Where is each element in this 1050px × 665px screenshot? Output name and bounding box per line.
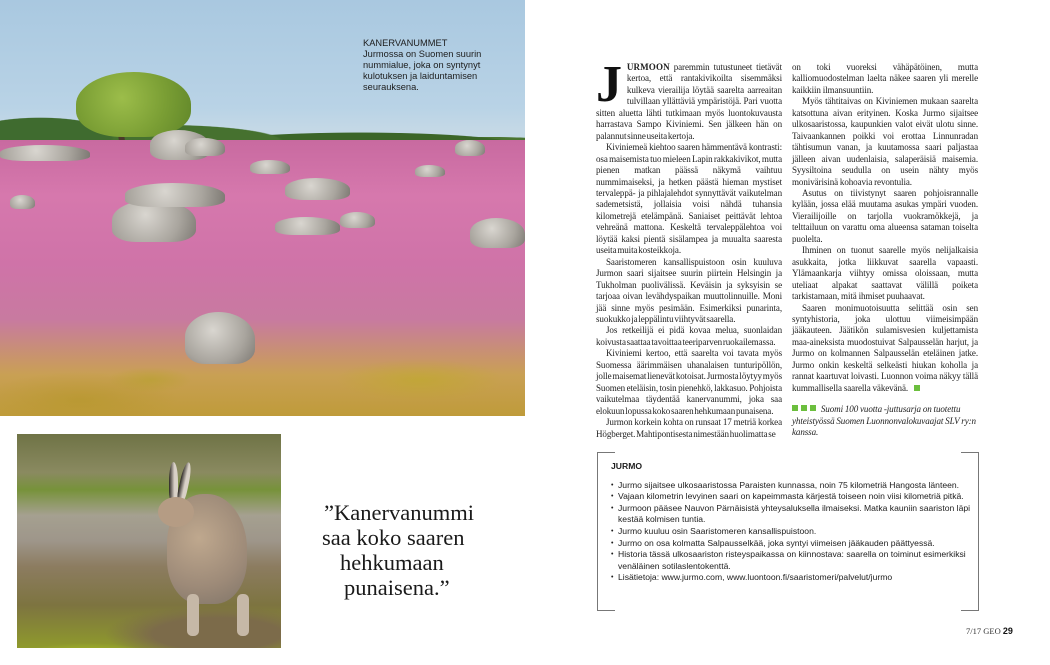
drop-cap: J: [596, 56, 622, 113]
pull-quote-line: hehkumaan: [340, 550, 444, 575]
rock: [0, 145, 90, 161]
page-number: 29: [1002, 626, 1013, 636]
paragraph-text: paremmin tutustuneet tietävät kertoa, että rantakivikoilta sisemmäksi kulkeva vierailija löytää saarelta aarreaitan tulvillaan yllättäviä ympäristöjä. Pari vuotta sitten aluetta lähti tutkimaan myös luontokuvausta harrastava Sampo Kiviniemi. Sen jälkeen hän on palannut sinne useita kertoja.: [596, 62, 782, 141]
rock: [455, 140, 485, 156]
fact-item: • Jurmo kuuluu osin Saaristomeren kansallispuistoon.: [611, 526, 973, 538]
rock: [185, 312, 255, 364]
rock: [275, 217, 340, 235]
article-paragraph: Myös tähtitaivas on Kiviniemen mukaan saarelta katsottuna aivan erityinen. Koska Jurmo sijaitsee ulkosaaristossa, kaupunkien valot eivät ulotu sinne. Taivaankannen poikki voi erottaa Linnunradan tähtisumun vanan, ja kuutamossa saari paljastaa jälleen aivan uudenlaisia, salaperäisiä maisemia. Syysiltoina seudulla on usein nähty myös monivärisinä kohoavia revontulia.: [792, 96, 978, 187]
article-paragraph: Kiviniemeä kiehtoo saaren hämmentävä kontrasti: osa maisemista tuo mieleen Lapin rakkakivikot, mutta pienen matkan päässä näkymä vaihtuu nummimaiseksi, ja hetken päästä hieman mystiset tervaleppä- ja pihlajalehdot synnyttävät vaikutelman sademetsistä, jollaisia voisi nähdä tuhansia kilometrejä etelämpänä. Saniaiset peittävät lehtoa vehreänä mattona. Keskeltä tervaleppälehtoa voi löytää kaksi pientä sisälampea ja muualta saaresta useita muita kosteikkoja.: [596, 142, 782, 256]
rock: [250, 160, 290, 174]
pull-quote-line: saa koko saaren: [322, 525, 465, 550]
lead-caps: URMOON: [626, 62, 670, 72]
article-paragraph: Asutus on tiivistynyt saaren pohjoisrannalle kylään, jossa elää muutama asukas ympäri vuoden. Vierailijoille on tarjolla vuokramökkejä, ja telttailuun on varattu oma alueensa sataman toiselta puolelta.: [792, 187, 978, 244]
article-column-2: [792, 62, 978, 439]
mountain-hare-photo: [17, 434, 281, 648]
end-of-article-mark: [914, 385, 920, 391]
article-paragraph: Kiviniemi kertoo, että saarelta voi tavata myös Suomessa äärimmäisen uhanalaisen tunturipöllön, jolle maisemat lienevät kotoisat. Jurmosta löytyy myös Suomen eteläisin, tosin pienehkö, lakkasuo. Pohjoista vaikutelmaa täydentää kanervanummi, joka saa elokuun lopussa koko saaren hehkumaan punaisena.: [596, 348, 782, 416]
rock: [285, 178, 350, 200]
article-paragraph: [792, 303, 978, 395]
fact-item: • Jurmo sijaitsee ulkosaaristossa Paraisten kunnassa, noin 75 kilometriä Hangosta länteen.: [611, 480, 973, 492]
fact-item: • Jurmoon pääsee Nauvon Pärnäisistä yhteysaluksella ilmaiseksi. Matka kauniin saariston läpi kestää kolmisen tuntia.: [611, 503, 973, 526]
caption-title: KANERVANUMMET: [363, 38, 448, 48]
article-paragraph: Jos retkeilijä ei pidä kovaa melua, suonlaidan koivusta saattaa tavoittaa teeriparven ruokailemassa.: [596, 325, 782, 347]
rock: [125, 183, 225, 207]
pull-quote: [322, 500, 522, 600]
article-paragraph: Saaristomeren kansallispuistoon osin kuuluva Jurmon saari sijaitsee suurin piirtein Helsingin ja Tukholman puolivälissä. Keväisin ja syksyisin se tarjoaa oivan levähdyspaikan muuttolinnuille. Moni jää sinne myös pesimään. Esimerkiksi punarinta, suokukko ja leppälintu viihtyvät saarella.: [596, 256, 782, 324]
paragraph-text: Saaren monimuotoisuutta selittää osin sen syntyhistoria, joka ulottuu viimeisimpään jääkauteen. Jäätikön sulamisvesien kuljettamista maa-aineksista muodostuivat Salpausselän harjut, ja Jurmo on kolmannen Salpausselän eteläinen jatke. Jurmo onkin keskeltä selkeästi hiukan koholla ja rannat kaartuvat loivasti. Luonnon voima näkyy tällä kummallisella saarella väkevänä.: [792, 302, 978, 393]
green-square-icon: [792, 405, 798, 411]
photo-caption: [363, 38, 513, 93]
tree-canopy: [76, 72, 191, 137]
article-paragraph: [596, 56, 782, 142]
rock: [340, 212, 375, 228]
issue-label: 7/17 GEO: [966, 626, 1001, 636]
rock: [415, 165, 445, 177]
fact-box-title: JURMO: [611, 461, 643, 471]
heather-field: [0, 140, 525, 416]
rock: [10, 195, 35, 209]
fact-box: [597, 452, 979, 612]
hare-leg: [237, 594, 249, 636]
article-paragraph: Jurmon korkein kohta on runsaat 17 metriä korkea Högberget. Mahtipontisesta nimestään huolimatta se: [596, 417, 782, 439]
hare-head: [158, 497, 194, 527]
rock: [470, 218, 525, 248]
heather-moorland-photo: [0, 0, 525, 416]
pull-quote-line: ”Kanervanummi: [324, 500, 474, 525]
article-paragraph: Ihminen on tuonut saarelle myös nelijalkaisia asukkaita, jotka liikkuvat saarella vapaasti. Ylämaankarja viihtyy omissa oloissaan, mutta uteliaat alpakat saattavat välillä poiketa tarkistamaan, mitä ihmiset puuhaavat.: [792, 245, 978, 302]
article-column-1: [596, 56, 782, 440]
fact-list: [611, 480, 973, 584]
fact-item: • Jurmo on osa kolmatta Salpausselkää, joka syntyi viimeisen jääkauden päättyessä.: [611, 538, 973, 550]
page-folio: [966, 626, 1013, 636]
hare-leg: [187, 594, 199, 636]
fact-item: • Vajaan kilometrin levyinen saari on kapeimmasta kärjestä toiseen noin viisi kilometriä pitkä.: [611, 491, 973, 503]
fact-item: • Lisätietoja: www.jurmo.com, www.luontoon.fi/saaristomeri/palvelut/jurmo: [611, 572, 973, 584]
fact-box-content: [611, 461, 973, 584]
fact-item: • Historia tässä ulkosaariston risteyspaikassa on kiinnostava: saarella on toiminut esimerkiksi venäläinen sotilaslentokenttä.: [611, 549, 973, 572]
article-paragraph: on toki vuoreksi vähäpätöinen, mutta kalliomuodostelman laelta näkee saaren yli merelle kaikkiin ilmansuuntiin.: [792, 62, 978, 95]
caption-text: Jurmossa on Suomen suurin nummialue, joka on syntynyt kulotuksen ja laiduntamisen seurauksena.: [363, 49, 482, 92]
series-credit: [792, 404, 978, 438]
rock: [185, 138, 225, 156]
green-square-icon: [801, 405, 807, 411]
credit-text: Suomi 100 vuotta -juttusarja on tuotettu yhteistyössä Suomen Luonnonvalokuvaajat SLV ry:n kanssa.: [792, 404, 976, 438]
green-square-icon: [810, 405, 816, 411]
pull-quote-line: punaisena.”: [344, 575, 450, 600]
